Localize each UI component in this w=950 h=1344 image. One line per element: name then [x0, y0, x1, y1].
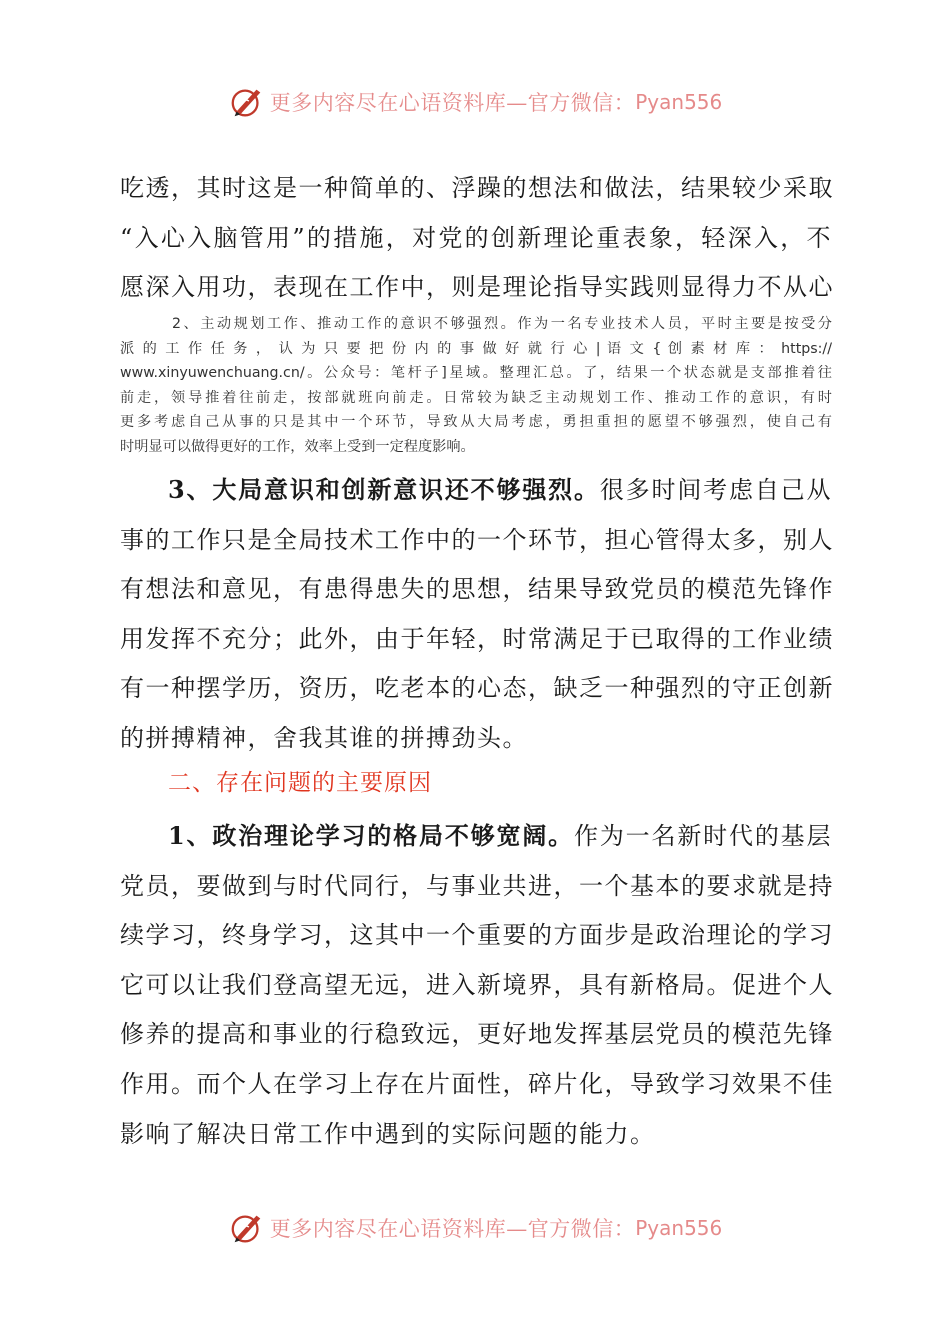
paragraph-2-small	[120, 312, 832, 460]
text-line: 续学习，终身学习，这其中一个重要的方面步是政治理论的学习	[120, 921, 834, 950]
bold-lead: 1、政治理论学习的格局不够宽阔。	[168, 821, 575, 850]
text-line: 用发挥不充分；此外，由于年轻，时常满足于已取得的工作业绩	[120, 624, 834, 653]
text-line: 2、主动规划工作、推动工作的意识不够强烈。作为一名专业技术人员，平时主要是按受分	[172, 316, 832, 332]
header-watermark	[0, 80, 950, 124]
text-line: 更多考虑自己从事的只是其中一个环节，导致从大局考虑，勇担重担的愿望不够强烈，使自己有	[120, 414, 832, 431]
text-line: 事的工作只是全局技术工作中的一个环节，担心管得太多，别人	[120, 525, 834, 554]
text-line: 的拼搏精神，舍我其谁的拼搏劲头。	[120, 723, 528, 752]
footer-watermark	[0, 1206, 950, 1250]
paragraph-5	[120, 811, 832, 1159]
watermark-wechat-id: Pyan556	[635, 1216, 723, 1240]
text-line: 它可以让我们登高望无远，进入新境界，具有新格局。促进个人	[120, 970, 834, 999]
line-rest: 作为一名新时代的基层	[574, 822, 833, 850]
text-line: 有想法和意见，有患得患失的思想，结果导致党员的模范先锋作	[120, 575, 834, 604]
text-line: www.xinyuwenchuang.cn/。公众号：笔杆子]星域。整理汇总。了，结果一个状态就是支部推着往	[120, 365, 832, 382]
text-line	[120, 811, 832, 862]
text-line: “入心入脑管用”的措施，对党的创新理论重表象，轻深入，不	[120, 223, 832, 252]
text-line: 前走，领导推着往前走，按部就班向前走。日常较为缺乏主动规划工作、推动工作的意识，有时	[120, 389, 832, 406]
pen-logo-icon	[228, 1209, 266, 1247]
paragraph-3	[120, 465, 832, 764]
text-line: 派 的 工 作 任 务 ， 认 为 只 要 把 份 内 的 事 做 好 就 行 心 | 语 文 { 创 素 材 库 ： https://	[120, 340, 832, 357]
watermark-text: 更多内容尽在心语资料库—官方微信：	[269, 1217, 636, 1241]
text-line: 吃透，其时这是一种简单的、浮躁的想法和做法，结果较少采取	[120, 174, 834, 202]
section-heading: 二、存在问题的主要原因	[168, 770, 432, 796]
text-line: 修养的提高和事业的行稳致远，更好地发挥基层党员的模范先锋	[120, 1020, 834, 1049]
pen-logo-icon	[228, 83, 266, 121]
text-line: 作用。而个人在学习上存在片面性，碎片化，导致学习效果不佳	[120, 1069, 834, 1098]
text-line: 时明显可以做得更好的工作，效率上受到一定程度影响。	[120, 438, 475, 455]
text-line	[120, 465, 832, 516]
text-line: 影响了解决日常工作中遇到的实际问题的能力。	[120, 1119, 656, 1148]
bold-lead: 3、大局意识和创新意识还不够强烈。	[168, 475, 600, 504]
watermark-wechat-id: Pyan556	[635, 90, 723, 114]
paragraph-1	[120, 164, 832, 313]
text-line: 党员，要做到与时代同行，与事业共进，一个基本的要求就是持	[120, 871, 834, 900]
text-line: 愿深入用功，表现在工作中，则是理论指导实践则显得力不从心	[120, 273, 834, 302]
line-rest: 很多时间考虑自己从	[599, 476, 832, 504]
watermark-text: 更多内容尽在心语资料库—官方微信：	[269, 91, 636, 115]
text-line: 有一种摆学历，资历，吃老本的心态，缺乏一种强烈的守正创新	[120, 674, 834, 703]
